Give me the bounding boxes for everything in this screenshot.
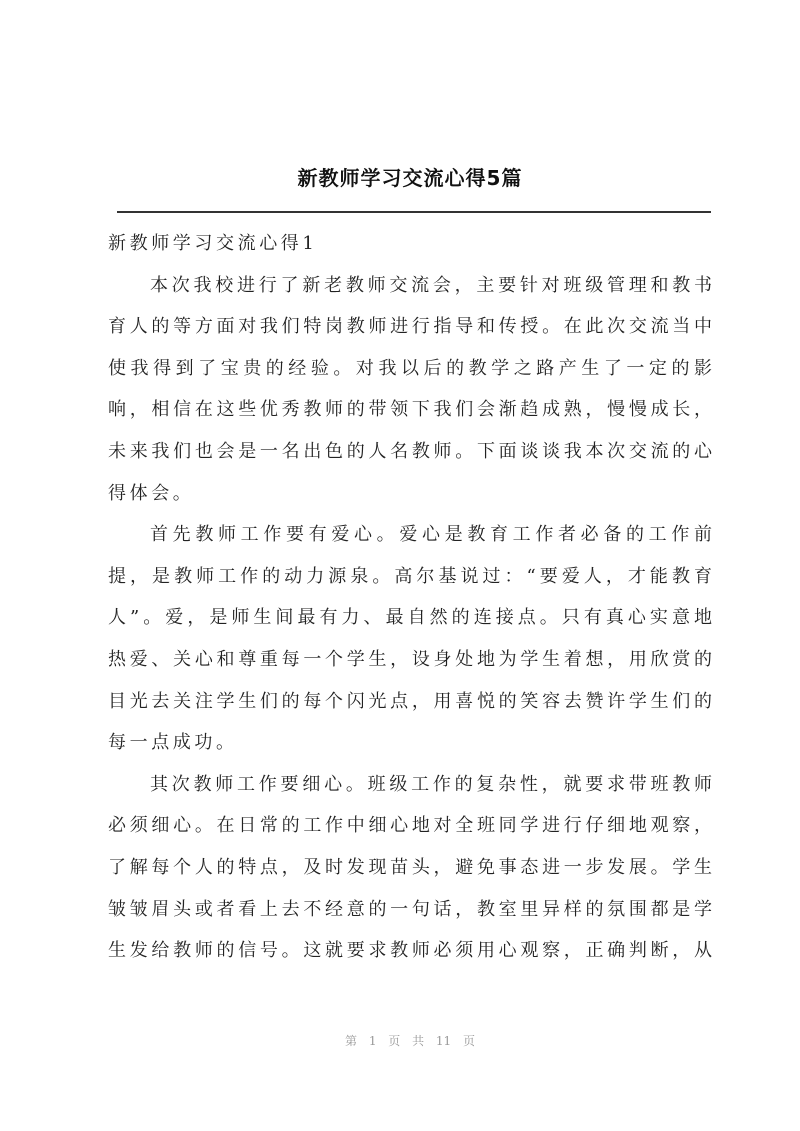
document-title: 新教师学习交流心得5篇 (297, 166, 523, 190)
paragraph-line: 未来我们也会是一名出色的人名教师。下面谈谈我本次交流的心 (108, 440, 712, 462)
paragraph-line: 皱皱眉头或者看上去不经意的一句话，教室里异样的氛围都是学 (108, 898, 712, 920)
paragraph-line: 响，相信在这些优秀教师的带领下我们会渐趋成熟，慢慢成长， (108, 399, 712, 421)
paragraph-line: 提，是教师工作的动力源泉。高尔基说过：“要爱人，才能教育 (108, 565, 712, 587)
paragraphs (108, 265, 712, 972)
paragraph (108, 265, 712, 515)
page-footer: 第 1 页 共 11 页 (345, 1034, 475, 1048)
paragraph-line: 每一点成功。 (108, 732, 238, 754)
paragraph-line: 首先教师工作要有爱心。爱心是教育工作者必备的工作前 (150, 524, 712, 546)
section-heading: 新教师学习交流心得1 (108, 233, 318, 254)
paragraph-line: 本次我校进行了新老教师交流会，主要针对班级管理和教书 (150, 274, 712, 296)
paragraph-line: 了解每个人的特点，及时发现苗头，避免事态进一步发展。学生 (108, 856, 712, 878)
paragraph-line: 必须细心。在日常的工作中细心地对全班同学进行仔细地观察， (108, 815, 712, 837)
paragraph-line: 使我得到了宝贵的经验。对我以后的教学之路产生了一定的影 (108, 357, 712, 379)
paragraph-line: 目光去关注学生们的每个闪光点，用喜悦的笑容去赞许学生们的 (108, 690, 712, 712)
document-body (108, 223, 712, 972)
paragraph-line: 热爱、关心和尊重每一个学生，设身处地为学生着想，用欣赏的 (108, 648, 712, 670)
paragraph (108, 764, 712, 972)
paragraph-line: 人”。爱，是师生间最有力、最自然的连接点。只有真心实意地 (108, 607, 712, 629)
paragraph-line: 育人的等方面对我们特岗教师进行指导和传授。在此次交流当中 (108, 316, 712, 338)
title-divider (117, 211, 711, 213)
paragraph-line: 生发给教师的信号。这就要求教师必须用心观察，正确判断，从 (108, 940, 712, 962)
paragraph-line: 其次教师工作要细心。班级工作的复杂性，就要求带班教师 (150, 773, 712, 795)
paragraph (108, 514, 712, 764)
paragraph-line: 得体会。 (108, 482, 195, 504)
